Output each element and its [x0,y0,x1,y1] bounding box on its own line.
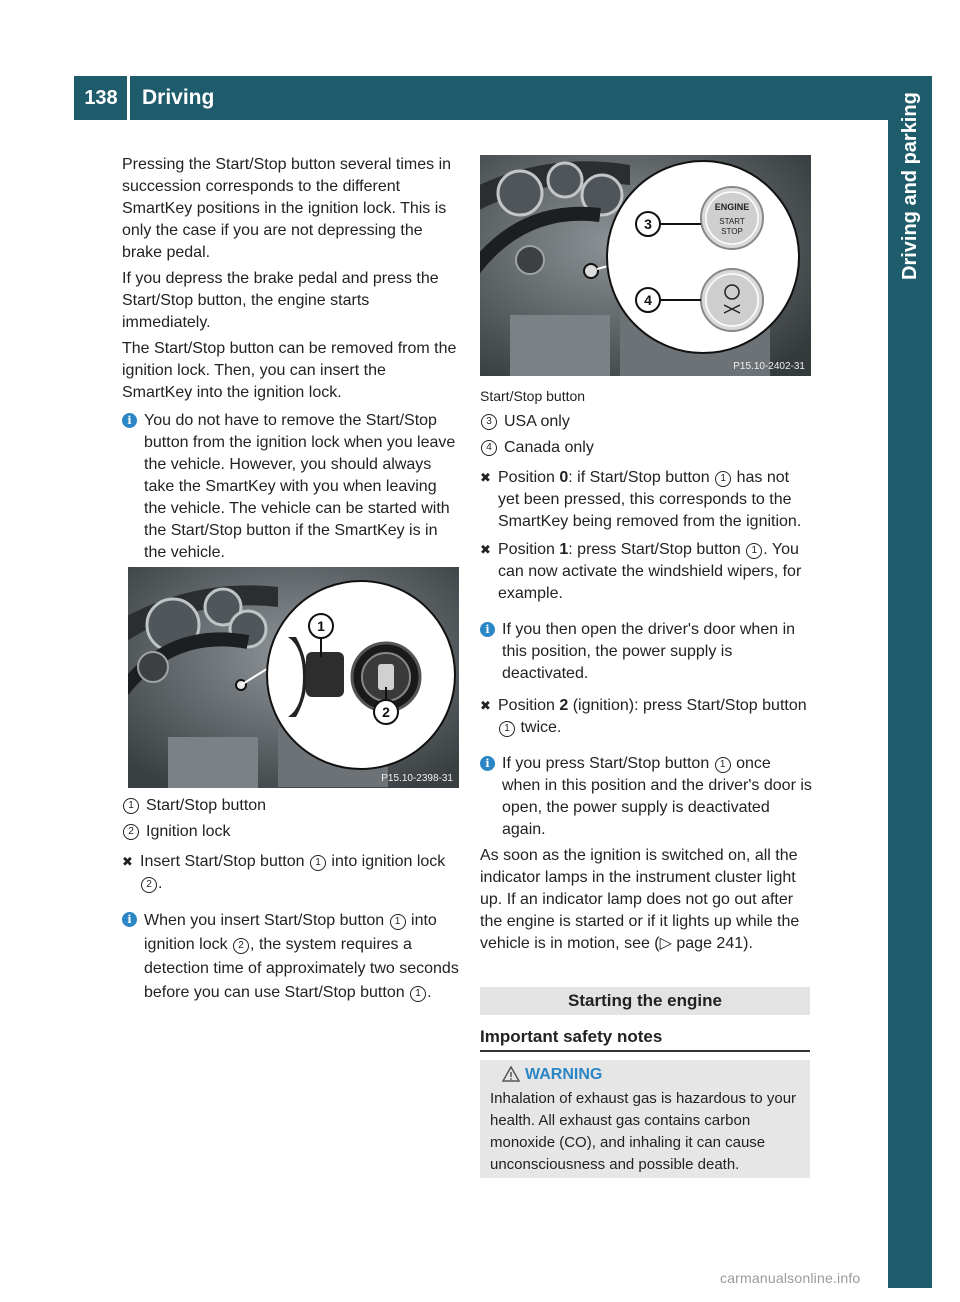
info-text: If you then open the driver's door when in this position, the power supply is deactivated. [502,621,796,682]
ref-number: 1 [390,914,406,930]
step-text: Position [498,697,560,714]
callout-4: 4 [644,292,652,308]
callout-1: 1 [317,618,325,634]
info-text: , the system requires a detection time of approximately two seconds before you can use Start/Stop button [144,936,459,1001]
step-text: (ignition): press Start/Stop button [568,697,807,714]
info-note [480,753,812,841]
ref-number: 1 [499,721,515,737]
legend-item [480,411,812,433]
header-divider [127,76,130,120]
step-text: has not yet been pressed, this corresponds to the SmartKey being removed from the ignition. [498,469,802,530]
step-text: : press Start/Stop button [568,541,746,558]
ignition-lock-illustration [128,567,459,788]
page-title: Driving [142,86,215,109]
watermark: carmanualsonline.info [720,1270,861,1286]
step-arrow-icon: ✖ [122,854,133,869]
warning-text: Inhalation of exhaust gas is hazardous to your health. All exhaust gas contains carbon monoxide (CO), and inhaling it can cause unconsciousness and possible death. [490,1090,797,1173]
info-note-text: You do not have to remove the Start/Stop button from the ignition lock when you leave the vehicle. However, you should always take the SmartKey with you when leaving the vehicle. The vehicle can be started with the Start/Stop button if the SmartKey is in the vehicle. [144,412,456,561]
remove-paragraph: The Start/Stop button can be removed from the ignition lock. Then, you can insert the SmartKey into the ignition lock. [122,340,457,401]
section-heading: Starting the engine [480,987,810,1015]
legend-text: Start/Stop button [146,797,267,814]
legend-text: USA only [504,413,570,430]
position-number: 0 [559,469,569,486]
legend-text: Ignition lock [146,823,231,840]
photo-caption: Start/Stop button [480,388,586,404]
step-text: : if Start/Stop button [568,469,715,486]
legend-item [122,795,460,817]
ref-number: 2 [233,938,249,954]
ref-number: 1 [746,543,762,559]
side-tab-label: Driving and parking [899,92,921,280]
brake-paragraph: If you depress the brake pedal and press the Start/Stop button, the engine starts immediately. [122,270,439,331]
step-arrow-icon: ✖ [480,698,491,713]
instruction-step [122,851,460,895]
right-column [480,385,812,955]
info-text: into ignition lock [144,912,437,953]
callout-2: 2 [382,704,390,720]
ignition-lock-photo [128,567,459,788]
instruction-step [480,695,812,739]
ref-number: 1 [410,986,426,1002]
info-text: once when in this position and the driver's door is open, the power supply is deactivated again. [502,755,812,838]
left-column [122,154,460,564]
legend-number: 2 [123,824,139,840]
info-text: When you insert Start/Stop button [144,912,389,929]
warning-triangle-icon [502,1066,520,1082]
ref-number: 2 [141,877,157,893]
ref-number: 1 [715,757,731,773]
photo-code: P15.10-2402-31 [733,361,805,372]
subheading: Important safety notes [480,1026,810,1052]
step-text: twice. [516,719,562,736]
legend-item [122,821,460,843]
step-arrow-icon: ✖ [480,542,491,557]
callout-3: 3 [644,216,652,232]
legend-number: 1 [123,798,139,814]
indicator-lamps-paragraph: As soon as the ignition is switched on, all the indicator lamps in the instrument cluster light up. If an indicator lamp does not go out after the engine is started or if it lights up while the vehicle is in motion, see (▷ page 241). [480,847,800,952]
ref-number: 1 [715,471,731,487]
page-number: 138 [84,87,118,109]
info-icon: i [122,413,137,428]
start-label: START [719,217,745,226]
info-note [122,909,460,1005]
intro-paragraph: Pressing the Start/Stop button several times in succession corresponds to the different SmartKey positions in the ignition lock. This is only the case if you are not depressing the brake pedal. [122,156,452,261]
legend-number: 4 [481,440,497,456]
info-text: . [427,984,432,1001]
info-text: If you press Start/Stop button [502,755,714,772]
info-icon: i [480,622,495,637]
step-text: . [158,875,163,892]
step-text: Position [498,469,560,486]
photo-code: P15.10-2398-31 [381,773,453,784]
step-text: . You can now activate the windshield wipers, for example. [498,541,802,602]
instruction-step [480,467,812,533]
warning-box [480,1060,810,1178]
legend-number: 3 [481,414,497,430]
ref-number: 1 [310,855,326,871]
position-number: 2 [559,697,569,714]
engine-label: ENGINE [714,202,750,212]
step-text: Position [498,541,560,558]
start-stop-illustration [480,155,811,376]
warning-title: WARNING [525,1066,603,1083]
step-text: Insert Start/Stop button [140,853,309,870]
left-column-lower [122,795,460,1005]
info-note [122,410,460,564]
legend-item [480,437,812,459]
instruction-step [480,539,812,605]
step-text: into ignition lock [326,853,446,870]
info-note [480,619,812,685]
legend-text: Canada only [504,439,594,456]
start-stop-button-photo [480,155,811,376]
position-number: 1 [559,541,569,558]
stop-label: STOP [721,227,743,236]
step-arrow-icon: ✖ [480,470,491,485]
info-icon: i [122,912,137,927]
info-icon: i [480,756,495,771]
